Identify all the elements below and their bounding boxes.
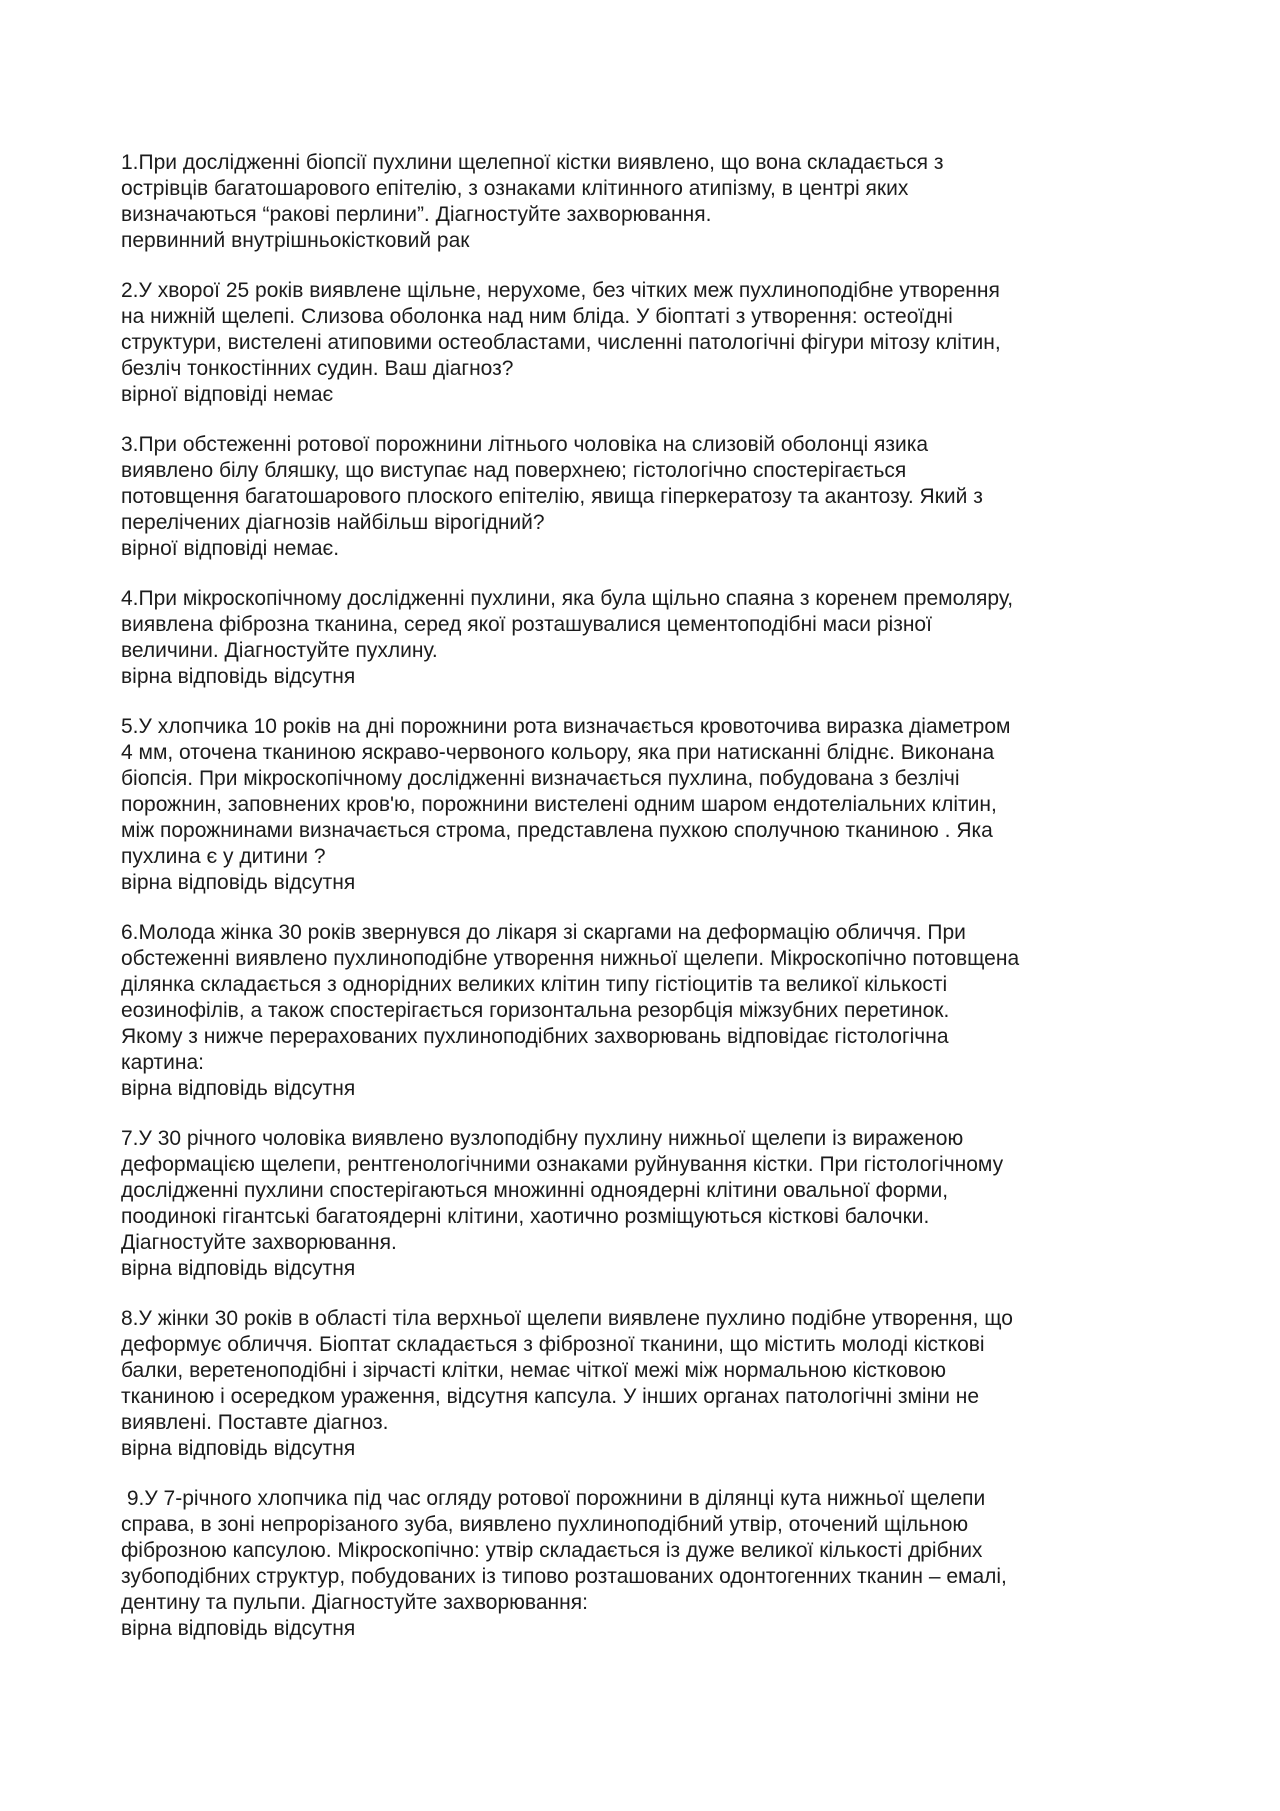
answer-text: вірна відповідь відсутня xyxy=(121,871,356,894)
question-block xyxy=(121,432,1181,562)
answer-text: вірна відповідь відсутня xyxy=(121,1437,356,1460)
question-text-line: картина: xyxy=(121,1051,205,1074)
question-text-line: між порожнинами визначається строма, представлена пухкою сполучною тканиною . Яка xyxy=(121,819,993,842)
question-text-line: деформує обличчя. Біоптат складається з фіброзної тканини, що містить молоді кісткові xyxy=(121,1333,985,1356)
question-text-line: виявлено білу бляшку, що виступає над поверхнею; гістологічно спостерігається xyxy=(121,459,907,482)
question-text-line: поодинокі гігантські багатоядерні клітини, хаотично розміщуються кісткові балочки. xyxy=(121,1205,930,1228)
question-text-line: 7.У 30 річного чоловіка виявлено вузлоподібну пухлину нижньої щелепи із вираженою xyxy=(121,1127,964,1150)
question-text-line: ділянка складається з однорідних великих клітин типу гістіоцитів та великої кількості xyxy=(121,973,948,996)
answer-text: вірна відповідь відсутня xyxy=(121,665,356,688)
question-block xyxy=(121,1306,1181,1462)
question-block xyxy=(121,920,1181,1102)
question-text-line: 2.У хворої 25 років виявлене щільне, нерухоме, без чітких меж пухлиноподібне утворення xyxy=(121,279,1000,302)
document-page xyxy=(121,150,1181,1666)
answer-text: первинний внутрішньокістковий рак xyxy=(121,229,470,252)
question-text-line: перелічених діагнозів найбільш вірогідний? xyxy=(121,511,545,534)
question-text-line: острівців багатошарового епітелію, з ознаками клітинного атипізму, в центрі яких xyxy=(121,177,909,200)
question-text-line: 6.Молода жінка 30 років звернувся до лікаря зі скаргами на деформацію обличчя. При xyxy=(121,921,966,944)
question-text-line: 3.При обстеженні ротової порожнини літнього чоловіка на слизовій оболонці язика xyxy=(121,433,929,456)
question-text-line: 4 мм, оточена тканиною яскраво-червоного кольору, яка при натисканні бліднє. Виконана xyxy=(121,741,995,764)
question-text-line: Якому з нижче перерахованих пухлиноподібних захворювань відповідає гістологічна xyxy=(121,1025,949,1048)
question-text-line: безліч тонкостінних судин. Ваш діагноз? xyxy=(121,357,514,380)
question-text-line: структури, вистелені атиповими остеобластами, численні патологічні фігури мітозу клітин, xyxy=(121,331,1001,354)
question-text-line: дослідженні пухлини спостерігаються множинні одноядерні клітини овальної форми, xyxy=(121,1179,949,1202)
question-text-line: деформацією щелепи, рентгенологічними ознаками руйнування кістки. При гістологічному xyxy=(121,1153,1004,1176)
question-text-line: тканиною і осередком ураження, відсутня капсула. У інших органах патологічні зміни не xyxy=(121,1385,980,1408)
question-text-line: виявлена фіброзна тканина, серед якої розташувалися цементоподібні маси різної xyxy=(121,613,932,636)
question-text-line: 8.У жінки 30 років в області тіла верхньої щелепи виявлене пухлино подібне утворення, що xyxy=(121,1307,1013,1330)
question-text-line: порожнин, заповнених кров'ю, порожнини вистелені одним шаром ендотеліальних клітин, xyxy=(121,793,997,816)
question-text-line: балки, веретеноподібні і зірчасті клітки, немає чіткої межі між нормальною кістковою xyxy=(121,1359,946,1382)
question-block xyxy=(121,1486,1181,1642)
question-block xyxy=(121,714,1181,896)
question-text-line: 4.При мікроскопічному дослідженні пухлини, яка була щільно спаяна з коренем премоляру, xyxy=(121,587,1014,610)
answer-text: вірна відповідь відсутня xyxy=(121,1617,356,1640)
question-text-line: 9.У 7-річного хлопчика під час огляду ротової порожнини в ділянці кута нижньої щелепи xyxy=(121,1487,986,1510)
question-text-line: на нижній щелепі. Слизова оболонка над ним бліда. У біоптаті з утворення: остеоїдні xyxy=(121,305,953,328)
question-text-line: біопсія. При мікроскопічному дослідженні визначається пухлина, побудована з безлічі xyxy=(121,767,960,790)
answer-text: вірна відповідь відсутня xyxy=(121,1077,356,1100)
question-text-line: 1.При дослідженні біопсії пухлини щелепної кістки виявлено, що вона складається з xyxy=(121,151,944,174)
question-text-line: 5.У хлопчика 10 років на дні порожнини рота визначається кровоточива виразка діаметром xyxy=(121,715,1011,738)
question-text-line: обстеженні виявлено пухлиноподібне утворення нижньої щелепи. Мікроскопічно потовщена xyxy=(121,947,1020,970)
question-block xyxy=(121,586,1181,690)
question-text-line: фіброзною капсулою. Мікроскопічно: утвір складається із дуже великої кількості дрібних xyxy=(121,1539,983,1562)
answer-text: вірної відповіді немає. xyxy=(121,537,340,560)
question-text-line: визначаються “ракові перлини”. Діагностуйте захворювання. xyxy=(121,203,712,226)
question-text-line: величини. Діагностуйте пухлину. xyxy=(121,639,438,662)
question-text-line: справа, в зоні непрорізаного зуба, виявлено пухлиноподібний утвір, оточений щільною xyxy=(121,1513,969,1536)
question-text-line: Діагностуйте захворювання. xyxy=(121,1231,397,1254)
question-text-line: пухлина є у дитини ? xyxy=(121,845,326,868)
question-block xyxy=(121,278,1181,408)
question-text-line: зубоподібних структур, побудованих із типово розташованих одонтогенних тканин – емалі, xyxy=(121,1565,1007,1588)
question-block xyxy=(121,1126,1181,1282)
question-text-line: потовщення багатошарового плоского епітелію, явища гіперкератозу та акантозу. Який з xyxy=(121,485,983,508)
question-text-line: виявлені. Поставте діагноз. xyxy=(121,1411,389,1434)
answer-text: вірної відповіді немає xyxy=(121,383,334,406)
answer-text: вірна відповідь відсутня xyxy=(121,1257,356,1280)
question-text-line: дентину та пульпи. Діагностуйте захворювання: xyxy=(121,1591,588,1614)
question-text-line: еозинофілів, а також спостерігається горизонтальна резорбція міжзубних перетинок. xyxy=(121,999,950,1022)
question-block xyxy=(121,150,1181,254)
